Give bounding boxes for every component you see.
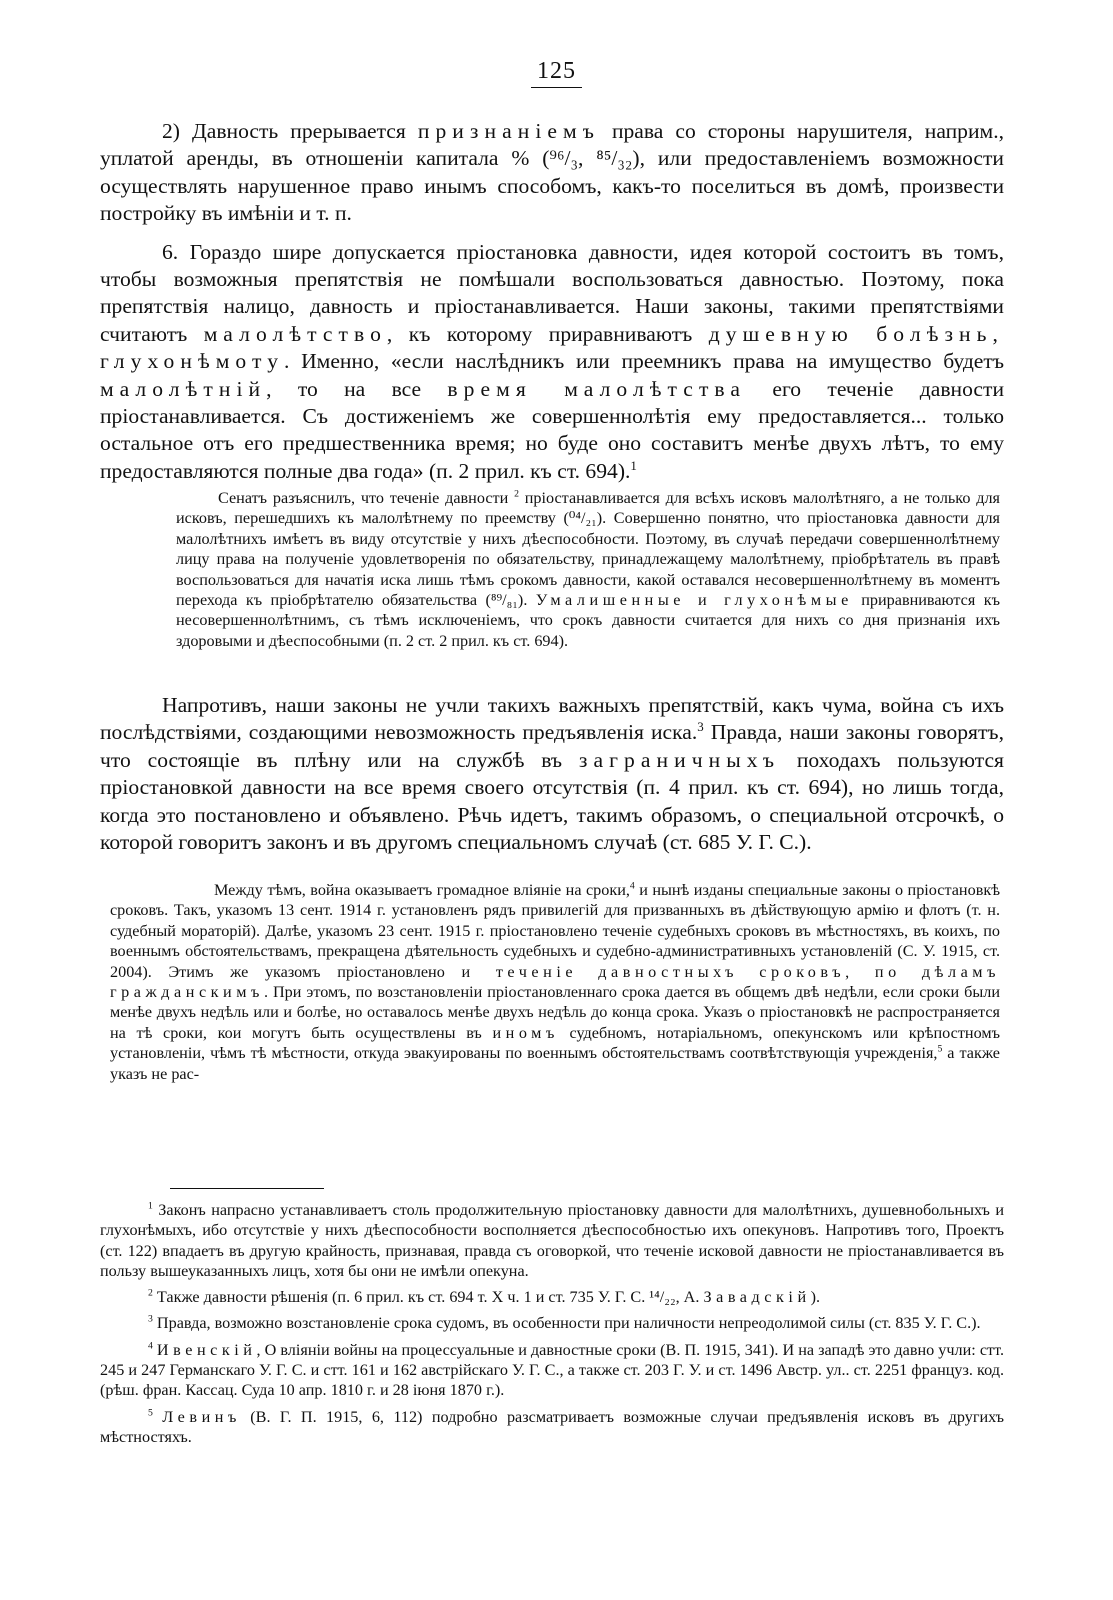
footnote-separator	[170, 1188, 324, 1189]
footnote-1: $^1$ Законъ напрасно устанавливаетъ столь продолжительную пріостановку давности для малолѣтнихъ, душевнобольныхъ и глухонѣмыхъ, ибо отсутствіе у нихъ дѣеспособности восполняется дѣеспособностью ихъ опекуновъ. Напротивъ того, Проектъ (ст. 122) впадаетъ въ другую крайность, признавая, правда съ оговоркой, что теченіе исковой давности не пріостанавливается въ пользу вышеуказанныхъ лицъ, хотя бы они не имѣли опекуна.	[100, 1200, 1004, 1280]
main-text-block	[100, 118, 1004, 485]
footnote-3: $^3$ Правда, возможно возстановленіе срока судомъ, въ особенности при наличности непреодолимой силы (ст. 835 У. Г. С.).	[148, 1314, 981, 1333]
footnotes	[100, 1200, 1004, 1453]
footnote-5: $^5$ Левинъ (В. Г. П. 1915, 6, 112) подробно разсматриваетъ возможные случаи предъявленія исковъ въ другихъ мѣстностяхъ.	[100, 1407, 1004, 1446]
small-note-war-decrees: Между тѣмъ, война оказываетъ громадное вліяніе на сроки,$^4$ и нынѣ изданы специальные законы о пріостановкѣ сроковъ. Такъ, указомъ 13 сент. 1914 г. установленъ рядъ привилегій для призванныхъ въ дѣйствующую армію и флотъ (т. н. судебный мораторій). Далѣе, указомъ 23 сент. 1915 г. пріостановлено теченіе судебныхъ сроковъ въ мѣстностяхъ, въ коихъ, по военнымъ обстоятельствамъ, прекращена дѣятельность судебныхъ и судебно-административныхъ установленій (С. У. 1915, ст. 2004). Этимъ же указомъ пріостановлено и теченіе давностныхъ сроковъ, по дѣламъ гражданскимъ. При этомъ, по возстановленіи пріостановленнаго срока дается въ общемъ двѣ недѣли, если сроки были менѣе двухъ недѣль или и болѣе, но оставалось менѣе двухъ недѣль до конца срока. Указъ о пріостановкѣ не распространяется на тѣ сроки, кои могутъ быть осуществлены въ иномъ судебномъ, нотаріальномъ, опекунскомъ или крѣпостномъ установленіи, чѣмъ тѣ мѣстности, откуда эвакуированы по военнымъ обстоятельствамъ соотвѣтствующія учрежденія,$^5$ а также указъ не рас-	[110, 880, 1000, 1083]
paragraph-war: Напротивъ, наши законы не учли такихъ важныхъ препятствій, какъ чума, война съ ихъ послѣдствіями, создающими невозможность предъявленія иска.$^3$ Правда, наши законы говорятъ, что состоящіе въ плѣну или на службѣ въ заграничныхъ походахъ пользуются пріостановкой давности на все время своего отсутствія (п. 4 прил. къ ст. 694), но лишь тогда, когда это постановлено и объявлено. Рѣчь идетъ, такимъ образомъ, о специальной отсрочкѣ, о которой говоритъ законъ и въ другомъ специальномъ случаѣ (ст. 685 У. Г. С.).	[100, 693, 1004, 855]
footnote-2: $^2$ Также давности рѣшенія (п. 6 прил. къ ст. 694 т. X ч. 1 и ст. 735 У. Г. С. ¹⁴/₂₂, А. Завадскій).	[148, 1287, 821, 1307]
page-number: 125	[0, 58, 1113, 88]
paragraph-suspension: 6. Гораздо шире допускается пріостановка давности, идея которой состоитъ въ томъ, чтобы возможныя препятствія не помѣшали воспользоваться давностью. Поэтому, пока препятствія налицо, давность и пріостанавливается. Наши законы, такими препятствіями считаютъ малолѣтство, къ которому приравниваютъ душевную болѣзнь, глухонѣмоту. Именно, «если наслѣдникъ или преемникъ права на имущество будетъ малолѣтній, то на все время малолѣтства его теченіе давности пріостанавливается. Съ достиженіемъ же совершеннолѣтія ему предоставляется... только остальное отъ его предшественника время; но буде оно составитъ менѣе двухъ лѣтъ, то ему предоставляются полные два года» (п. 2 прил. къ ст. 694).$^1$	[100, 239, 1005, 483]
footnote-4: $^4$ Ивенскій, О вліяніи войны на процессуальные и давностные сроки (В. П. 1915, 341). И на западѣ это давно учли: стт. 245 и 247 Германскаго У. Г. С. и стт. 161 и 162 австрійскаго У. Г. С., а также ст. 203 Г. У. и ст. 1496 Австр. ул.. ст. 2251 француз. код. (рѣш. фран. Кассац. Суда 10 апр. 1810 г. и 28 іюня 1870 г.).	[100, 1340, 1004, 1400]
paragraph-interruption: 2) Давность прерывается признаніемъ права со стороны нарушителя, наприм., уплатой аренды, въ отношеніи капитала % (⁹⁶/₃, ⁸⁵/₃₂), или предоставленіемъ возможности осуществлять нарушенное право инымъ способомъ, какъ-то поселиться въ домѣ, произвести постройку въ имѣніи и т. п.	[100, 119, 1004, 226]
small-note-senate: Сенатъ разъяснилъ, что теченіе давности $^2$ пріостанавливается для всѣхъ исковъ малолѣтняго, а не только для исковъ, перешедшихъ къ малолѣтнему по преемству (⁰⁴/₂₁). Совершенно понятно, что пріостановка давности для малолѣтнихъ имѣетъ въ виду отсутствіе у нихъ дѣеспособности. Поэтому, въ случаѣ передачи совершеннолѣтнему лицу права на полученіе удовлетворенія по обязательству, принадлежащему малолѣтнему, пріобрѣтатель въ правѣ воспользоваться для начатія иска лишь тѣмъ срокомъ давности, какой оставался несовершеннолѣтнему въ моментъ перехода къ пріобрѣтателю обязательства (⁸⁹/₈₁). Умалишенные и глухонѣмые приравниваются къ несовершеннолѣтнимъ, съ тѣмъ исключеніемъ, что срокъ давности считается для нихъ со дня признанія ихъ здоровыми и дѣеспособными (п. 2 ст. 2 прил. къ ст. 694).	[176, 488, 1000, 650]
